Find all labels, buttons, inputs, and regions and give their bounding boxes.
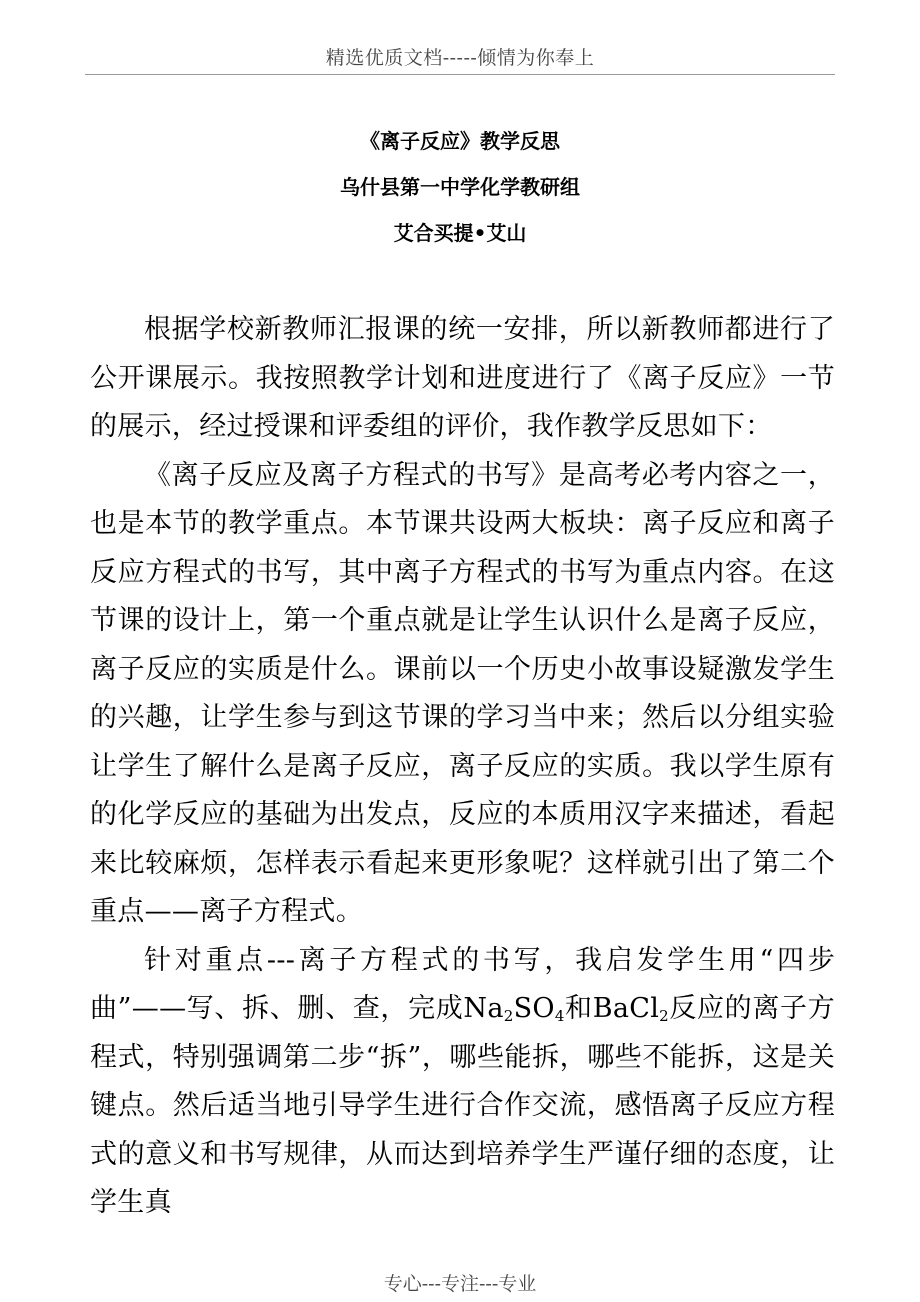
paragraph-1: 根据学校新教师汇报课的统一安排，所以新教师都进行了公开课展示。我按照教学计划和进度进行了《离子反应》一节的展示，经过授课和评委组的评价，我作教学反思如下： <box>90 314 835 442</box>
formula-na: Na <box>463 993 504 1024</box>
paragraph-2: 《离子反应及离子方程式的书写》是高考必考内容之一，也是本节的教学重点。本节课共设两大板块：离子反应和离子反应方程式的书写，其中离子方程式的书写为重点内容。在这节课的设计上，第一个重点就是让学生认识什么是离子反应，离子反应的实质是什么。课前以一个历史小故事设疑激发学生的兴趣，让学生参与到这节课的学习当中来；然后以分组实验让学生了解什么是离子反应，离子反应的实质。我以学生原有的化学反应的基础为出发点，反应的本质用汉字来描述，看起来比较麻烦，怎样表示看起来更形象呢？这样就引出了第二个重点——离子方程式。 <box>90 459 835 927</box>
title-block <box>0 118 920 256</box>
paragraph-3-before: 针对重点---离子方程式的书写，我启发学生用“四步曲”——写、拆、删、查，完成 <box>90 944 835 1024</box>
formula-so-sub: 4 <box>554 1007 565 1025</box>
formula-so: SO <box>513 993 555 1024</box>
author-name: 艾合买提•艾山 <box>393 221 527 245</box>
formula-na2so4 <box>463 993 564 1024</box>
document-body <box>90 306 835 1228</box>
formula-bacl2 <box>593 993 669 1024</box>
header-divider <box>85 74 835 75</box>
paragraph-3-and: 和 <box>564 993 593 1024</box>
document-title: 《离子反应》教学反思 <box>360 129 560 153</box>
paragraph-3-after: 反应的离子方程式，特别强调第二步“拆”，哪些能拆，哪些不能拆，这是关键点。然后适当地引导学生进行合作交流，感悟离子反应方程式的意义和书写规律，从而达到培养学生严谨仔细的态度，让学生真 <box>90 993 835 1218</box>
page-header: 精选优质文档-----倾情为你奉上 <box>325 47 595 69</box>
school-name: 乌什县第一中学化学教研组 <box>340 175 580 199</box>
formula-bacl: BaCl <box>592 993 660 1024</box>
formula-cl-sub: 2 <box>659 1007 669 1025</box>
page-footer: 专心---专注---专业 <box>383 1273 537 1295</box>
formula-na-sub: 2 <box>503 1007 514 1025</box>
paragraph-3 <box>90 937 835 1228</box>
